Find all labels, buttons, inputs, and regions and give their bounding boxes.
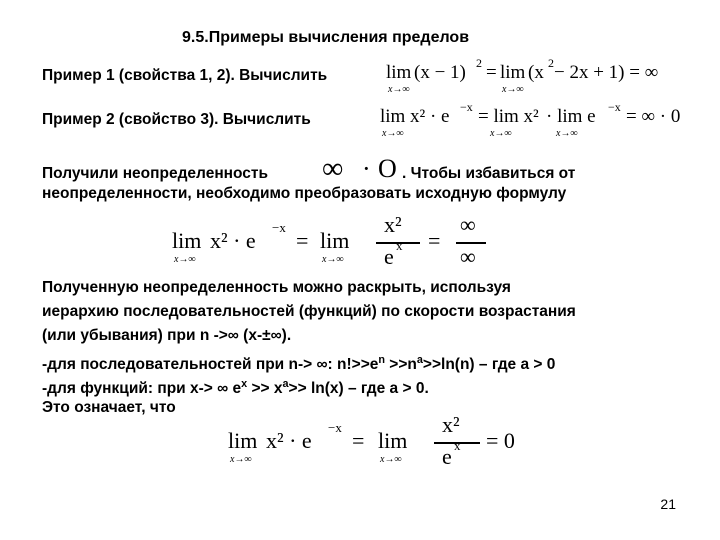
example2-formula: [380, 100, 681, 144]
lim-operator: lim: [500, 62, 526, 83]
uncertainty-text-line2: неопределенности, необходимо преобразовать исходную формулу: [42, 185, 567, 202]
equals-sign: =: [428, 228, 441, 253]
superscript: n: [378, 354, 385, 366]
lim-operator: lim: [172, 228, 202, 253]
lim-subscript: x→∞: [322, 254, 344, 265]
text-part: -для последовательностей при n-> ∞: n!>>e: [42, 356, 379, 374]
fraction-denominator: ∞: [460, 244, 476, 269]
lim-subscript: x→∞: [490, 128, 512, 139]
equals-zero: = 0: [486, 428, 515, 453]
lim-operator: lim: [320, 228, 350, 253]
exponent: −x: [272, 220, 286, 235]
fraction-denominator: e: [384, 244, 394, 269]
expression: = ∞ · 0: [626, 106, 681, 127]
lim-subscript: x→∞: [230, 454, 252, 465]
exponent: 2: [548, 56, 554, 70]
page-number: 21: [660, 496, 676, 512]
infinity-symbol: ∞: [322, 152, 344, 185]
text-part: >> x: [247, 380, 283, 398]
expression: x² · e: [210, 228, 256, 253]
slide-title: 9.5.Примеры вычисления пределов: [182, 29, 470, 46]
expression: · lim e: [546, 106, 596, 127]
lim-operator: lim: [228, 428, 258, 453]
example1-formula: [386, 56, 676, 100]
fraction-denominator: e: [442, 444, 452, 469]
dot-symbol: ·: [362, 154, 371, 183]
formula-result: [228, 410, 548, 474]
equals-sign: =: [352, 428, 365, 453]
text-part: >>n: [385, 356, 417, 374]
lim-operator: lim: [378, 428, 408, 453]
fraction-numerator: x²: [442, 412, 460, 437]
formula-transformed: [172, 212, 512, 276]
superscript: x: [241, 378, 248, 390]
lim-subscript: x→∞: [556, 128, 578, 139]
expression: (x − 1): [414, 62, 466, 83]
uncertainty-text-start: Получили неопределенность: [42, 165, 269, 182]
text-part: -для функций: при x-> ∞ e: [42, 380, 242, 398]
exponent: x: [396, 238, 403, 253]
uncertainty-text-end: . Чтобы избавиться от: [402, 165, 576, 182]
lim-operator: lim: [386, 62, 412, 83]
expression: (x: [528, 62, 544, 83]
equals-sign: =: [296, 228, 309, 253]
exponent: 2: [476, 56, 482, 70]
fraction-numerator: x²: [384, 212, 402, 237]
exponent: −x: [328, 420, 342, 435]
lim-subscript: x→∞: [388, 84, 410, 95]
equals-sign: =: [486, 62, 497, 83]
expression: = lim x²: [478, 106, 539, 127]
expression: x² · e: [410, 106, 450, 127]
expression: − 2x + 1) = ∞: [554, 62, 659, 83]
expression: x² · e: [266, 428, 312, 453]
superscript: a: [416, 354, 423, 366]
exponent: −x: [460, 100, 473, 114]
paragraph-line-sequences: [42, 350, 555, 375]
lim-subscript: x→∞: [174, 254, 196, 265]
paragraph-line: иерархию последовательностей (функций) по скорости возрастания: [42, 303, 576, 320]
text-part: >>ln(n) – где a > 0: [422, 356, 556, 374]
text-part: >> ln(x) – где a > 0.: [288, 380, 429, 398]
lim-subscript: x→∞: [382, 128, 404, 139]
paragraph-line: Это означает, что: [42, 399, 176, 416]
example1-label: Пример 1 (свойства 1, 2). Вычислить: [42, 67, 328, 84]
exponent: −x: [608, 100, 621, 114]
exponent: x: [454, 438, 461, 453]
paragraph-line-functions: [42, 374, 429, 399]
lim-subscript: x→∞: [502, 84, 524, 95]
fraction-numerator: ∞: [460, 212, 476, 237]
lim-subscript: x→∞: [380, 454, 402, 465]
superscript: a: [282, 378, 289, 390]
example2-label: Пример 2 (свойство 3). Вычислить: [42, 111, 311, 128]
paragraph-line: (или убывания) при n ->∞ (x-±∞).: [42, 327, 292, 344]
paragraph-line: Полученную неопределенность можно раскрыть, используя: [42, 279, 511, 296]
lim-operator: lim: [380, 106, 406, 127]
zero-symbol: O: [378, 154, 397, 183]
